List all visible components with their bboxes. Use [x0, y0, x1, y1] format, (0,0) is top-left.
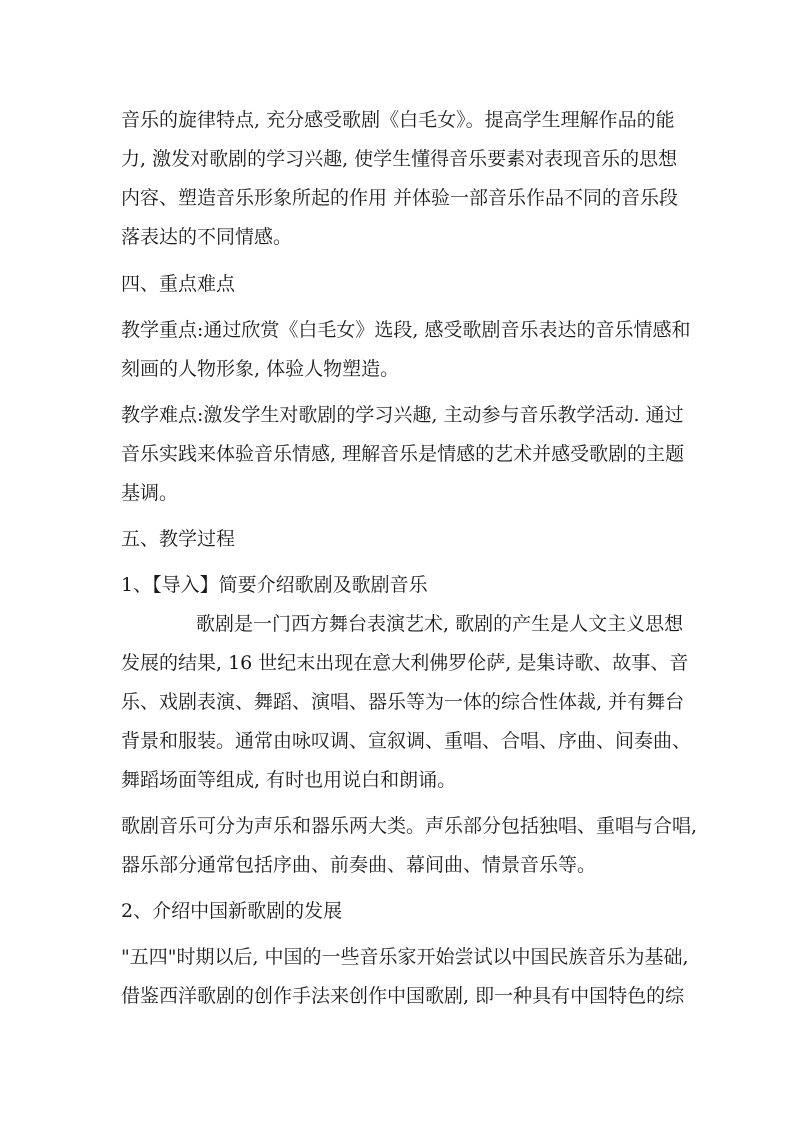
- text-line-16: 背景和服装。通常由咏叹调、宣叙调、重唱、合唱、序曲、间奏曲、: [121, 730, 692, 752]
- text-line-14: 发展的结果, 16 世纪末出现在意大利佛罗伦萨, 是集诗歌、故事、音: [121, 652, 689, 674]
- text-line-2: 力, 激发对歌剧的学习兴趣, 使学生懂得音乐要素对表现音乐的思想: [121, 148, 678, 170]
- text-line-7: 刻画的人物形象, 体验人物塑造。: [121, 358, 400, 380]
- text-line-9: 音乐实践来体验音乐情感, 理解音乐是情感的艺术并感受歌剧的主题: [121, 443, 685, 465]
- section-heading-4: 四、重点难点: [121, 273, 236, 295]
- text-line-8: 教学难点:激发学生对歌剧的学习兴趣, 主动参与音乐教学活动. 通过: [121, 404, 684, 426]
- section-heading-5: 五、教学过程: [121, 528, 236, 550]
- text-line-13: 歌剧是一门西方舞台表演艺术, 歌剧的产生是人文主义思想: [196, 613, 684, 635]
- text-line-17: 舞蹈场面等组成, 有时也用说白和朗诵。: [121, 769, 457, 791]
- text-line-18: 歌剧音乐可分为声乐和器乐两大类。声乐部分包括独唱、重唱与合唱,: [121, 815, 698, 837]
- text-line-1: 音乐的旋律特点, 充分感受歌剧《白毛女》。提高学生理解作品的能: [121, 109, 675, 131]
- text-line-15: 乐、戏剧表演、舞蹈、演唱、器乐等为一体的综合性体裁, 并有舞台: [121, 691, 685, 713]
- text-line-6: 教学重点:通过欣赏《白毛女》选段, 感受歌剧音乐表达的音乐情感和: [121, 319, 691, 341]
- subheading-2: 2、介绍中国新歌剧的发展: [121, 900, 343, 922]
- text-line-10: 基调。: [121, 482, 179, 504]
- text-line-21: "五四"时期以后, 中国的一些音乐家开始尝试以中国民族音乐为基础,: [121, 946, 689, 968]
- text-line-3: 内容、塑造音乐形象所起的作用 并体验一部音乐作品不同的音乐段: [121, 187, 679, 209]
- text-line-22: 借鉴西洋歌剧的创作手法来创作中国歌剧, 即一种具有中国特色的综: [121, 985, 685, 1007]
- subheading-1: 1、【导入】简要介绍歌剧及歌剧音乐: [121, 574, 428, 596]
- text-line-4: 落表达的不同情感。: [121, 226, 293, 248]
- text-line-19: 器乐部分通常包括序曲、前奏曲、幕间曲、情景音乐等。: [121, 854, 597, 876]
